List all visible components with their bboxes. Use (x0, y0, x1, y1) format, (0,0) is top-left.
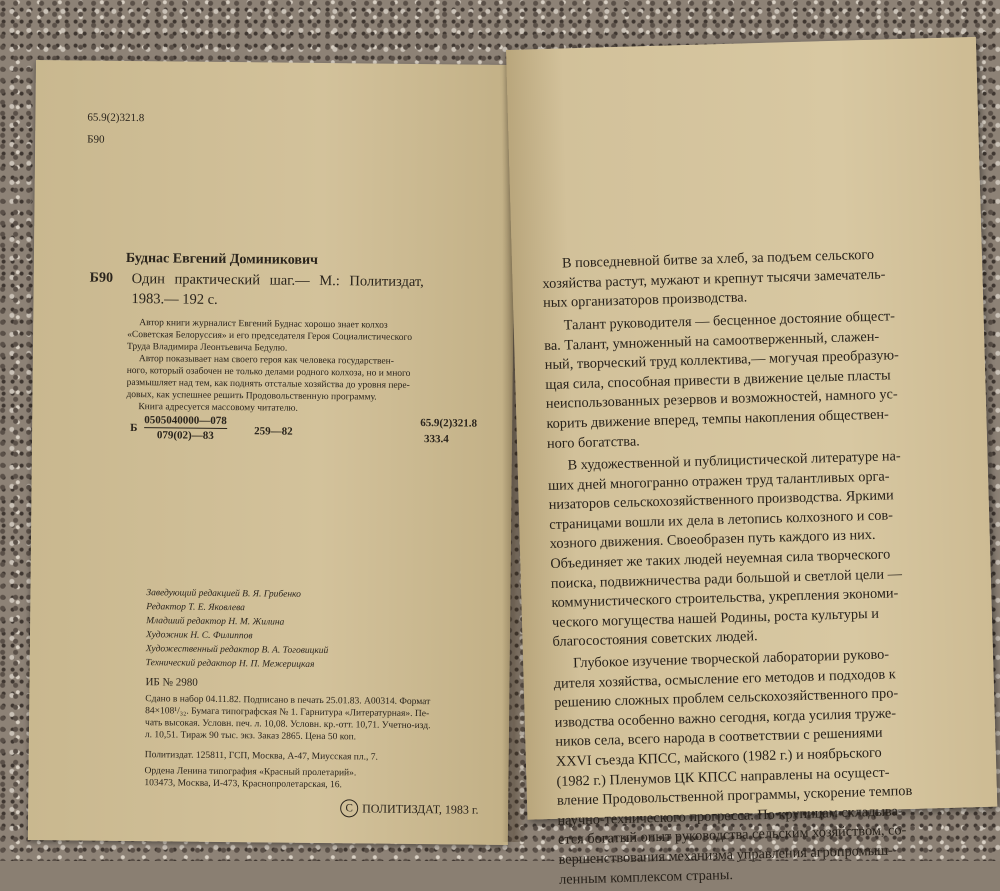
book-title-line2: 1983.— 192 с. (131, 291, 218, 308)
printer-line: 103473, Москва, И-473, Краснопролетарская, 16. (144, 778, 343, 791)
text-line: ников села, всего народа в соответствии с решениями (555, 725, 883, 751)
copyright-text: ПОЛИТИЗДАТ, 1983 г. (362, 801, 479, 817)
publisher-address: Политиздат. 125811, ГСП, Москва, А-47, Миусская пл., 7. (144, 750, 378, 763)
left-page (28, 60, 516, 845)
paragraph (543, 307, 907, 454)
text-line: дителя хозяйства, осмысление его методов и подходов к (553, 665, 896, 692)
text-line: поиска, подвижничества ради большой и светлой цели — (550, 565, 903, 592)
text-line: хозяйства растут, мужают и крепнут тысячи замечатель- (542, 266, 886, 292)
text-line: Талант руководителя — бесценное достояние общест- (563, 308, 896, 334)
credit-line: Младший редактор Н. М. Жилина (146, 616, 285, 628)
right-page (506, 37, 997, 888)
text-line: ленным комплексом страны. (558, 866, 734, 888)
text-line: ва. Талант, умноженный на самоотверженный, слажен- (544, 328, 880, 354)
ib-number: ИБ № 2980 (145, 676, 198, 689)
copyright-icon: C (340, 799, 358, 817)
printer-line: Ордена Ленина типография «Красный пролетарий». (144, 766, 357, 779)
text-line: страницами вошли их дела в летопись колхозного и сов- (549, 507, 894, 533)
text-line: ных организаторов производства. (542, 289, 748, 312)
bbk-fraction (144, 413, 227, 443)
credit-line: Редактор Т. Е. Яковлева (146, 602, 245, 614)
text-line: вление Продовольственной программы, ускорение темпов (556, 783, 913, 810)
text-line: коммунистического строительства, укрепления экономи- (551, 585, 899, 612)
credit-line: Художественный редактор В. А. Тоговицкий (145, 644, 329, 657)
print-info-line: Сдано в набор 04.11.82. Подписано в печать 25.01.83. А00314. Формат (145, 694, 431, 708)
text-line: Глубокое изучение творческой лаборатории руково- (572, 646, 890, 672)
paragraph (547, 447, 912, 653)
open-book (28, 42, 978, 888)
classification-code: 65.9(2)321.8 (87, 111, 145, 125)
annotation-line: Автор книги журналист Евгений Буднас хорошо знает колхоз (139, 318, 388, 331)
text-line: В художественной и публицистической литературе на- (567, 448, 901, 474)
credit-line: Художник Н. С. Филиппов (145, 630, 253, 642)
bbk-numerator: 0505040000—078 (144, 414, 227, 428)
text-line: изводства особенно важно сегодня, когда усилия труже- (554, 705, 897, 731)
text-line: (1982 г.) Пленумов ЦК КПСС направлены на осущест- (556, 764, 890, 790)
print-info-line: чать высокая. Условн. печ. л. 10,08. Условн. кр.-отт. 10,71. Учетно-изд. (145, 718, 431, 732)
text-line: вершенствования механизма управления агропромыш- (558, 842, 894, 868)
book-title-line1: Один практический шаг.— М.: Политиздат, (131, 271, 424, 291)
paragraph (553, 645, 919, 890)
print-info-line: 84×108¹/₃₂. Бумага типографская № 1. Гарнитура «Литературная». Пе- (145, 706, 430, 720)
text-line: корить движение вперед, темпы накопления обществен- (546, 406, 890, 432)
annotation-line: ного, который озабочен не только делами родного колхоза, но и много (126, 365, 411, 379)
annotation-line: довых, как успешнее решить Продовольственную программу. (126, 389, 377, 403)
author-code: Б90 (87, 133, 105, 146)
annotation-line: «Советская Белоруссия» и его председателя Героя Социалистического (127, 329, 413, 343)
annotation-line: размышляет над тем, как поднять отсталые хозяйства до уровня пере- (126, 377, 410, 391)
text-line: В повседневной битве за хлеб, за подъем сельского (561, 246, 875, 272)
text-line: неиспользованных резервов и возможностей, намного ус- (545, 386, 898, 413)
class-right-1: 65.9(2)321.8 (420, 417, 478, 430)
text-line: XXVI съезда КПСС, майского (1982 г.) и ноябрьского (555, 744, 882, 770)
index-label: Б90 (89, 270, 114, 286)
text-line: научно-технического прогресса. По крупицам складыва- (557, 802, 903, 829)
text-line: ного богатства. (546, 432, 640, 452)
credit-line: Технический редактор Н. П. Межерицкая (145, 658, 315, 670)
author-name: Буднас Евгений Доминикович (125, 250, 319, 268)
annotation-line: Автор показывает нам своего героя как человека государствен- (138, 354, 394, 367)
print-info-line: л. 10,51. Тираж 90 тыс. экз. Заказ 2865. Цена 50 коп. (144, 730, 357, 743)
bbk-code-letter: Б (130, 422, 138, 435)
text-line: ших дней многогранно отражен труд талантливых орга- (547, 468, 890, 494)
text-line: благосостояния советских людей. (552, 628, 758, 651)
paragraph (542, 245, 904, 314)
text-line: решению сложных проблем сельскохозяйственного про- (554, 685, 899, 712)
class-right-2: 333.4 (423, 433, 449, 446)
text-line: Объединяет же таких людей неуемная сила творческого (550, 546, 891, 572)
text-line: щая сила, способная привести в движение целые пласты (545, 367, 891, 393)
credit-line: Заведующий редакцией В. Я. Грибенко (146, 588, 301, 600)
text-line: ческого могущества нашей Родины, роста культуры и (551, 605, 880, 631)
bbk-tail: 259—82 (254, 425, 293, 438)
text-line: ный, творческий труд коллектива,— могучая преобразую- (544, 347, 900, 374)
annotation-line: Книга адресуется массовому читателю. (138, 402, 298, 414)
text-line: хозного движения. Своеобразен путь каждого из них. (549, 527, 876, 553)
text-line: низаторов сельскохозяйственного производства. Яркими (548, 487, 894, 514)
annotation-line: Труда Владимира Леонтьевича Бедулю. (126, 341, 288, 354)
bbk-denominator: 079(02)—83 (156, 429, 214, 442)
text-line: ется богатый опыт руководства сельским хозяйством, со- (557, 822, 907, 849)
